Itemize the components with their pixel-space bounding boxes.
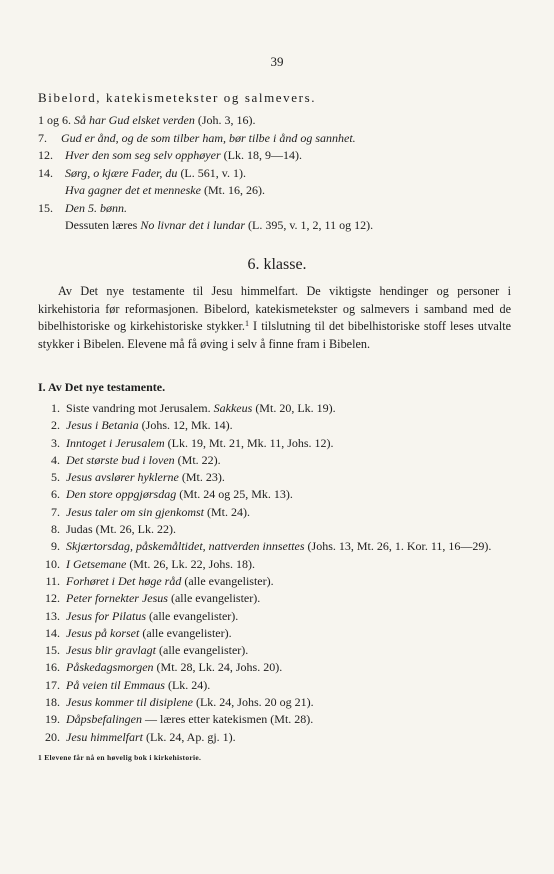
item-title: Jesus taler om sin gjenkomst	[66, 504, 204, 519]
item-number: 1.	[51, 401, 60, 415]
list-item	[30, 590, 516, 607]
verse-line	[38, 147, 508, 165]
list-item	[30, 400, 516, 417]
item-number: 20.	[45, 729, 60, 744]
item-title: Jesus for Pilatus	[66, 608, 146, 623]
verse-number: 15.	[38, 200, 53, 215]
list-item	[30, 625, 516, 642]
list-item	[30, 504, 516, 521]
item-prefix: Judas (Mt. 26, Lk. 22).	[66, 522, 176, 537]
list-item	[30, 659, 516, 676]
footnote-marker: 1	[244, 319, 249, 328]
list-item	[30, 573, 516, 590]
item-number: 5.	[51, 470, 60, 485]
verse-reference: (Mt. 16, 26).	[203, 183, 265, 197]
list-item	[30, 521, 516, 538]
item-title: Forhøret i Det høge råd	[66, 573, 182, 588]
verse-title: Sørg, o kjære Fader, du	[65, 165, 178, 180]
lesson-list	[30, 400, 516, 746]
item-title: Jesus i Betania	[66, 418, 139, 433]
list-item	[30, 608, 516, 625]
verse-reference: (Lk. 18, 9—14).	[223, 148, 302, 162]
item-title: Jesu himmelfart	[66, 729, 143, 744]
item-reference: (Mt. 26, Lk. 22, Johs. 18).	[129, 556, 255, 571]
intro-paragraph	[38, 283, 511, 353]
verse-title: Hva gagner det et menneske	[65, 183, 201, 197]
verse-reference: (Joh. 3, 16).	[197, 113, 256, 127]
item-reference: (alle evangelister).	[170, 591, 261, 606]
list-item	[30, 469, 516, 486]
item-reference: (Lk. 24).	[167, 677, 211, 692]
item-title: Det største bud i loven	[66, 452, 175, 467]
item-reference: — læres etter katekismen (Mt. 28).	[145, 712, 314, 727]
intro-text-continued: I tilslutning til det bibelhistoriske stoff leses utvalte stykker i Bibelen. Elevene må få øving i selv å finne fram i Bibelen.	[38, 319, 511, 351]
intro-text: Av Det nye testamente til Jesu himmelfart. De viktigste hendinger og personer i kirkehistoria før reformasjonen. Bibelord, katekismetekster og salmevers i samband med de bibelhistoriske og kirkehistoriske stykker.	[38, 284, 511, 333]
list-item	[30, 486, 516, 503]
item-number: 10.	[45, 556, 60, 571]
item-number: 16.	[45, 660, 60, 675]
item-reference: (Mt. 22).	[177, 452, 221, 467]
item-number: 2.	[51, 418, 60, 433]
item-title: Den store oppgjørsdag	[66, 487, 177, 502]
hymn-title: No livnar det i lundar	[140, 218, 245, 232]
item-reference: (alle evangelister).	[142, 625, 232, 640]
item-number: 7.	[51, 504, 60, 519]
item-title: I Getsemane	[66, 556, 127, 571]
item-reference: (alle evangelister).	[184, 573, 274, 588]
list-item	[30, 677, 516, 694]
item-reference: (alle evangelister).	[149, 608, 239, 623]
item-title: Påskedagsmorgen	[66, 660, 154, 675]
item-number: 6.	[51, 487, 60, 502]
list-item	[30, 642, 516, 659]
item-reference: (Johs. 12, Mk. 14).	[141, 418, 233, 433]
item-title: Jesus kommer til disiplene	[66, 695, 193, 710]
verse-title: Så har Gud elsket verden	[74, 113, 195, 127]
hymn-reference: (L. 395, v. 1, 2, 11 og 12).	[248, 218, 374, 232]
list-item	[30, 417, 516, 434]
item-reference: (Lk. 19, Mt. 21, Mk. 11, Johs. 12).	[167, 435, 334, 450]
item-title: Sakkeus	[213, 401, 253, 415]
verse-number: 14.	[38, 165, 53, 180]
item-reference: (Mt. 24).	[206, 504, 250, 519]
list-item	[30, 729, 516, 746]
verse-number: 12.	[38, 148, 53, 162]
item-number: 13.	[45, 608, 60, 623]
item-number: 18.	[45, 695, 60, 710]
verse-line	[38, 182, 508, 200]
item-title: Inntoget i Jerusalem	[66, 435, 165, 450]
item-number: 12.	[45, 591, 60, 606]
item-number: 17.	[45, 677, 60, 692]
item-number: 8.	[51, 522, 60, 537]
list-item	[30, 538, 516, 555]
item-reference: (Mt. 20, Lk. 19).	[255, 401, 336, 415]
list-item	[30, 556, 516, 573]
subsection-heading: I. Av Det nye testamente.	[38, 380, 166, 394]
verse-title: Gud er ånd, og de som tilber ham, bør tilbe i ånd og sannhet.	[61, 130, 356, 145]
list-item	[30, 435, 516, 452]
item-number: 14.	[45, 625, 60, 640]
list-item	[30, 452, 516, 469]
item-reference: (Lk. 24, Johs. 20 og 21).	[195, 695, 314, 710]
item-reference: (Johs. 13, Mt. 26, 1. Kor. 11, 16—29).	[307, 539, 492, 554]
item-number: 11.	[45, 573, 60, 588]
item-title: Jesus blir gravlagt	[66, 643, 156, 658]
dessuten-prefix: Dessuten læres	[65, 218, 138, 232]
item-title: Skjærtorsdag, påskemåltidet, nattverden innsettes	[66, 539, 305, 554]
verse-line	[38, 165, 508, 183]
footnote: 1 Elevene får nå en høvelig bok i kirkehistorie.	[38, 753, 202, 762]
item-title: Peter fornekter Jesus	[66, 591, 168, 606]
verse-line	[38, 200, 508, 218]
item-reference: (alle evangelister).	[159, 643, 249, 658]
item-reference: (Mt. 28, Lk. 24, Johs. 20).	[156, 660, 283, 675]
verse-number: 7.	[38, 130, 47, 145]
verse-line-dessuten	[38, 217, 508, 235]
verse-line	[38, 112, 508, 130]
item-number: 9.	[51, 539, 60, 554]
section-heading: Bibelord, katekismetekster og salmevers.	[38, 90, 317, 105]
item-title: Jesus på korset	[66, 625, 140, 640]
verse-line	[38, 130, 508, 148]
item-number: 4.	[51, 452, 60, 467]
item-title: Jesus avslører hyklerne	[66, 470, 179, 485]
bible-verse-list	[38, 112, 508, 235]
item-reference: (Lk. 24, Ap. gj. 1).	[146, 729, 236, 744]
verse-reference: (L. 561, v. 1).	[180, 165, 246, 180]
item-title: Dåpsbefalingen	[66, 712, 142, 727]
class-title: 6. klasse.	[247, 256, 307, 273]
item-title: På veien til Emmaus	[66, 677, 165, 692]
item-number: 19.	[45, 712, 60, 727]
item-prefix: Siste vandring mot Jerusalem.	[66, 401, 211, 415]
list-item	[30, 711, 516, 728]
page-number: 39	[270, 54, 284, 69]
list-item	[30, 694, 516, 711]
verse-title: Den 5. bønn.	[65, 200, 127, 215]
item-reference: (Mt. 23).	[181, 470, 225, 485]
item-number: 15.	[45, 643, 60, 658]
item-reference: (Mt. 24 og 25, Mk. 13).	[179, 487, 293, 502]
verse-number: 1 og 6.	[38, 113, 71, 127]
item-number: 3.	[51, 435, 60, 450]
verse-title: Hver den som seg selv opphøyer	[65, 148, 221, 162]
